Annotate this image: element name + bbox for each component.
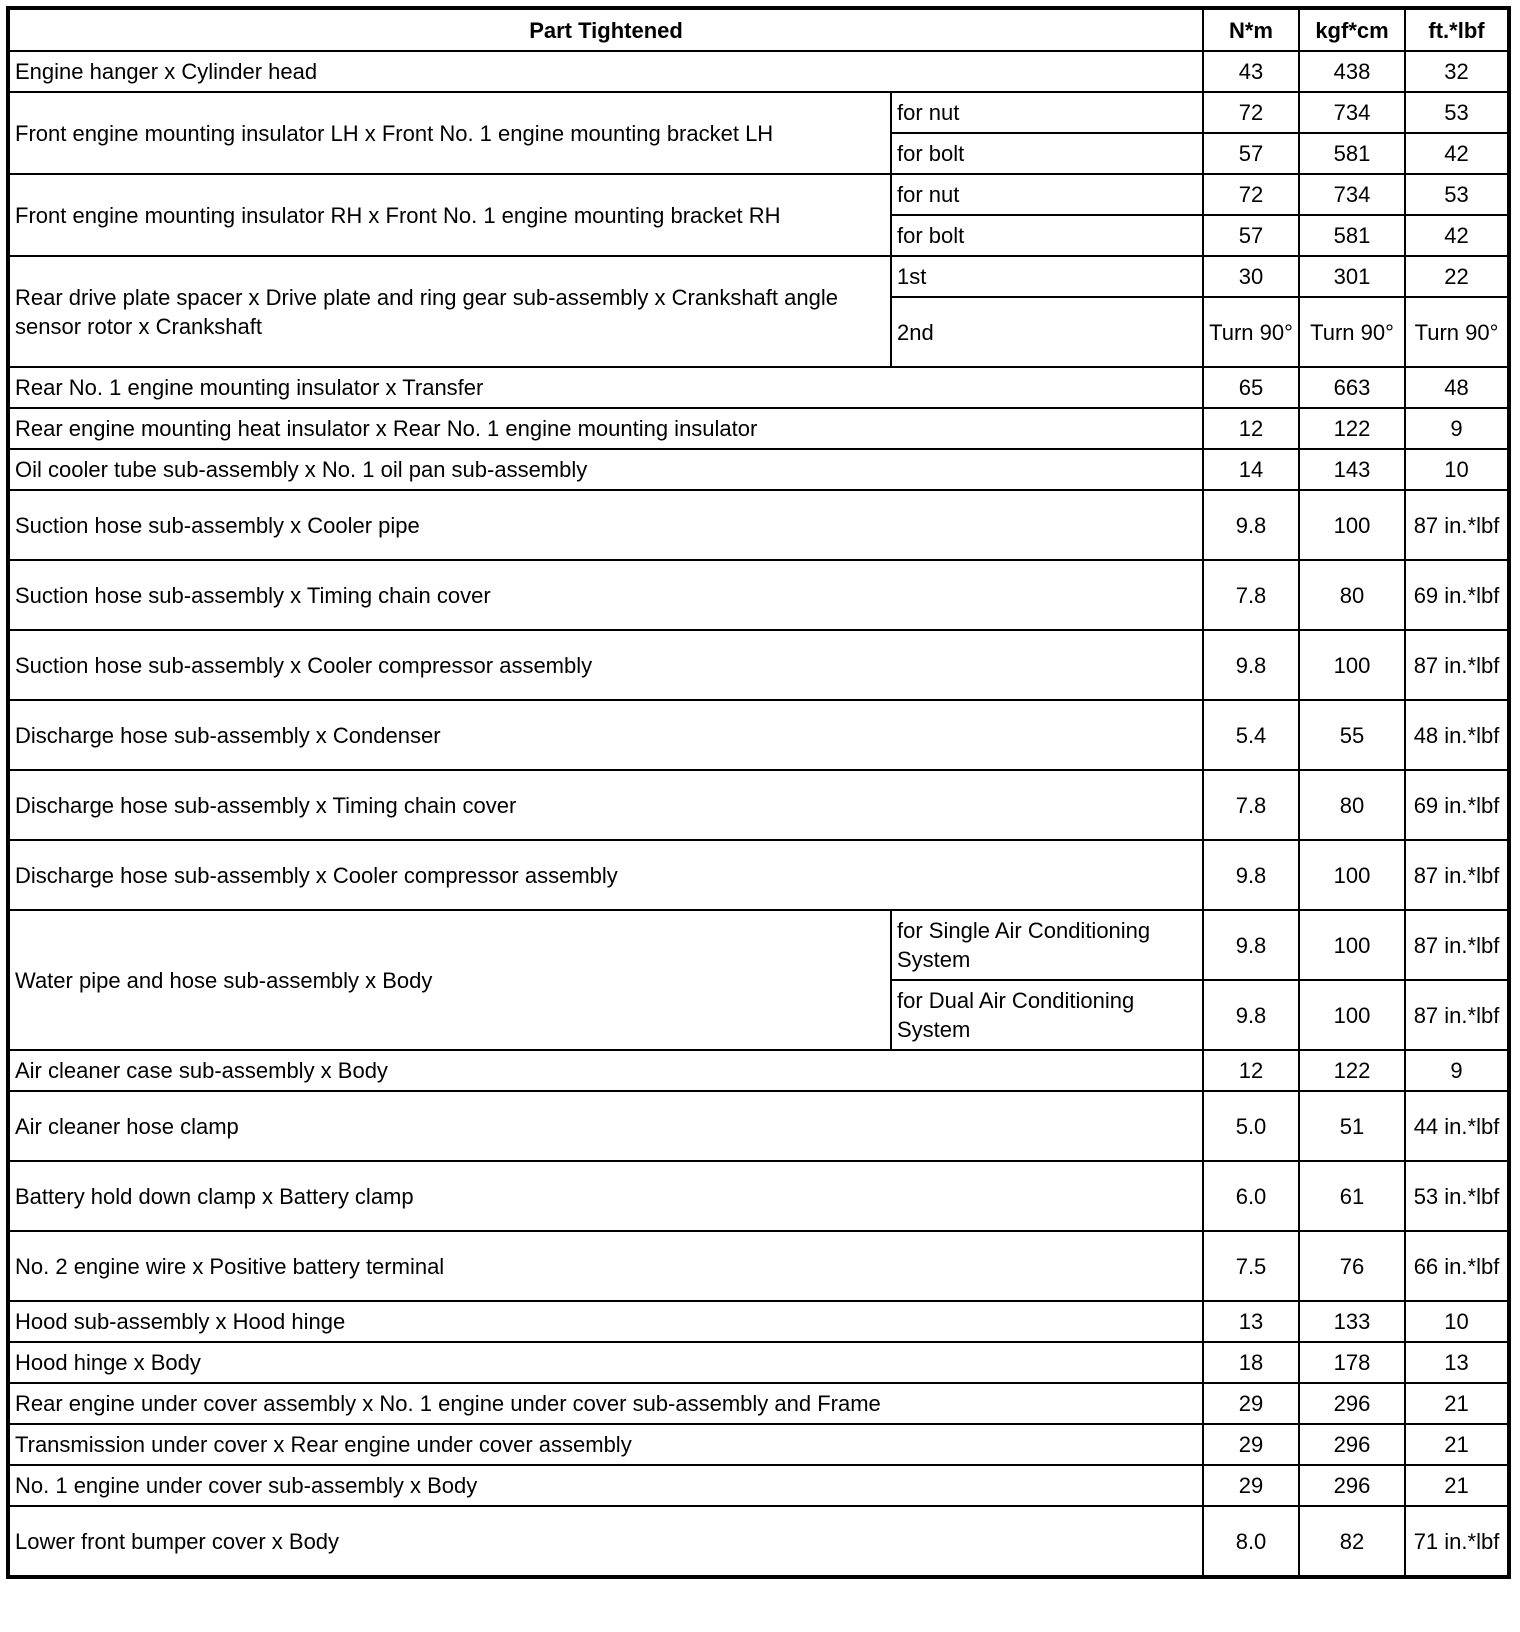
nm-cell: 9.8 [1203,910,1299,980]
header-kgf: kgf*cm [1299,8,1405,51]
ft-cell: 87 in.*lbf [1405,980,1509,1050]
nm-cell: 13 [1203,1301,1299,1342]
nm-cell: 29 [1203,1465,1299,1506]
condition-cell: for nut [891,92,1203,133]
nm-cell: 65 [1203,367,1299,408]
part-cell: Suction hose sub-assembly x Cooler compressor assembly [8,630,1203,700]
condition-cell: for Dual Air Conditioning System [891,980,1203,1050]
kgf-cell: 100 [1299,980,1405,1050]
part-cell: Hood hinge x Body [8,1342,1203,1383]
nm-cell: 43 [1203,51,1299,92]
nm-cell: 9.8 [1203,490,1299,560]
header-part: Part Tightened [8,8,1203,51]
table-row [8,1091,1509,1161]
kgf-cell: 296 [1299,1465,1405,1506]
nm-cell: 12 [1203,1050,1299,1091]
kgf-cell: 100 [1299,490,1405,560]
kgf-cell: 438 [1299,51,1405,92]
nm-cell: 5.0 [1203,1091,1299,1161]
ft-cell: 66 in.*lbf [1405,1231,1509,1301]
kgf-cell: 581 [1299,215,1405,256]
kgf-cell: 55 [1299,700,1405,770]
kgf-cell: 133 [1299,1301,1405,1342]
nm-cell: 9.8 [1203,980,1299,1050]
ft-cell: 21 [1405,1383,1509,1424]
table-row [8,1161,1509,1231]
nm-cell: 9.8 [1203,840,1299,910]
nm-cell: 5.4 [1203,700,1299,770]
kgf-cell: 82 [1299,1506,1405,1577]
part-cell: Rear engine under cover assembly x No. 1 engine under cover sub-assembly and Frame [8,1383,1203,1424]
nm-cell: 30 [1203,256,1299,297]
kgf-cell: 734 [1299,174,1405,215]
kgf-cell: 143 [1299,449,1405,490]
nm-cell: 6.0 [1203,1161,1299,1231]
kgf-cell: 663 [1299,367,1405,408]
kgf-cell: 61 [1299,1161,1405,1231]
part-cell: Discharge hose sub-assembly x Condenser [8,700,1203,770]
kgf-cell: 80 [1299,770,1405,840]
kgf-cell: 100 [1299,910,1405,980]
kgf-cell: 734 [1299,92,1405,133]
nm-cell: 72 [1203,92,1299,133]
ft-cell: 10 [1405,449,1509,490]
part-cell: Rear drive plate spacer x Drive plate and ring gear sub-assembly x Crankshaft angle sensor rotor x Crankshaft [8,256,891,367]
table-row [8,1383,1509,1424]
nm-cell: 72 [1203,174,1299,215]
part-cell: Front engine mounting insulator LH x Front No. 1 engine mounting bracket LH [8,92,891,174]
ft-cell: 42 [1405,215,1509,256]
ft-cell: 22 [1405,256,1509,297]
ft-cell: 48 in.*lbf [1405,700,1509,770]
part-cell: Water pipe and hose sub-assembly x Body [8,910,891,1050]
table-row [8,560,1509,630]
table-row [8,840,1509,910]
part-cell: Discharge hose sub-assembly x Timing chain cover [8,770,1203,840]
table-row [8,256,1509,297]
table-row [8,700,1509,770]
nm-cell: Turn 90° [1203,297,1299,367]
kgf-cell: 178 [1299,1342,1405,1383]
kgf-cell: 581 [1299,133,1405,174]
table-row [8,1506,1509,1577]
table-row [8,1342,1509,1383]
table-row [8,367,1509,408]
kgf-cell: Turn 90° [1299,297,1405,367]
nm-cell: 57 [1203,215,1299,256]
table-row [8,92,1509,133]
table-row [8,490,1509,560]
ft-cell: 87 in.*lbf [1405,910,1509,980]
nm-cell: 9.8 [1203,630,1299,700]
part-cell: Battery hold down clamp x Battery clamp [8,1161,1203,1231]
nm-cell: 57 [1203,133,1299,174]
part-cell: No. 2 engine wire x Positive battery terminal [8,1231,1203,1301]
part-cell: Transmission under cover x Rear engine under cover assembly [8,1424,1203,1465]
table-row [8,174,1509,215]
part-cell: No. 1 engine under cover sub-assembly x Body [8,1465,1203,1506]
ft-cell: 69 in.*lbf [1405,770,1509,840]
table-row [8,1050,1509,1091]
ft-cell: 53 [1405,92,1509,133]
table-row [8,1301,1509,1342]
table-row [8,770,1509,840]
condition-cell: for nut [891,174,1203,215]
nm-cell: 7.5 [1203,1231,1299,1301]
part-cell: Rear No. 1 engine mounting insulator x Transfer [8,367,1203,408]
ft-cell: 21 [1405,1465,1509,1506]
condition-cell: 2nd [891,297,1203,367]
ft-cell: 87 in.*lbf [1405,490,1509,560]
kgf-cell: 122 [1299,1050,1405,1091]
table-row [8,51,1509,92]
nm-cell: 7.8 [1203,770,1299,840]
part-cell: Suction hose sub-assembly x Timing chain cover [8,560,1203,630]
condition-cell: 1st [891,256,1203,297]
ft-cell: 53 [1405,174,1509,215]
ft-cell: 48 [1405,367,1509,408]
nm-cell: 12 [1203,408,1299,449]
nm-cell: 14 [1203,449,1299,490]
ft-cell: 87 in.*lbf [1405,630,1509,700]
ft-cell: 9 [1405,1050,1509,1091]
part-cell: Hood sub-assembly x Hood hinge [8,1301,1203,1342]
ft-cell: 9 [1405,408,1509,449]
ft-cell: 53 in.*lbf [1405,1161,1509,1231]
kgf-cell: 80 [1299,560,1405,630]
ft-cell: 10 [1405,1301,1509,1342]
table-row [8,1465,1509,1506]
ft-cell: 71 in.*lbf [1405,1506,1509,1577]
kgf-cell: 100 [1299,840,1405,910]
ft-cell: 44 in.*lbf [1405,1091,1509,1161]
table-row [8,408,1509,449]
condition-cell: for Single Air Conditioning System [891,910,1203,980]
nm-cell: 8.0 [1203,1506,1299,1577]
part-cell: Front engine mounting insulator RH x Front No. 1 engine mounting bracket RH [8,174,891,256]
ft-cell: 13 [1405,1342,1509,1383]
kgf-cell: 51 [1299,1091,1405,1161]
ft-cell: 87 in.*lbf [1405,840,1509,910]
part-cell: Engine hanger x Cylinder head [8,51,1203,92]
ft-cell: 69 in.*lbf [1405,560,1509,630]
torque-spec-table [6,6,1511,1579]
kgf-cell: 301 [1299,256,1405,297]
kgf-cell: 296 [1299,1424,1405,1465]
table-row [8,449,1509,490]
part-cell: Air cleaner hose clamp [8,1091,1203,1161]
ft-cell: 32 [1405,51,1509,92]
kgf-cell: 100 [1299,630,1405,700]
table-row [8,1424,1509,1465]
table-row [8,630,1509,700]
kgf-cell: 122 [1299,408,1405,449]
part-cell: Oil cooler tube sub-assembly x No. 1 oil pan sub-assembly [8,449,1203,490]
condition-cell: for bolt [891,215,1203,256]
ft-cell: 21 [1405,1424,1509,1465]
table-row [8,1231,1509,1301]
ft-cell: 42 [1405,133,1509,174]
part-cell: Discharge hose sub-assembly x Cooler compressor assembly [8,840,1203,910]
header-nm: N*m [1203,8,1299,51]
nm-cell: 29 [1203,1383,1299,1424]
part-cell: Rear engine mounting heat insulator x Rear No. 1 engine mounting insulator [8,408,1203,449]
nm-cell: 7.8 [1203,560,1299,630]
kgf-cell: 76 [1299,1231,1405,1301]
condition-cell: for bolt [891,133,1203,174]
table-row [8,910,1509,980]
nm-cell: 18 [1203,1342,1299,1383]
kgf-cell: 296 [1299,1383,1405,1424]
nm-cell: 29 [1203,1424,1299,1465]
header-ft: ft.*lbf [1405,8,1509,51]
part-cell: Suction hose sub-assembly x Cooler pipe [8,490,1203,560]
part-cell: Lower front bumper cover x Body [8,1506,1203,1577]
ft-cell: Turn 90° [1405,297,1509,367]
part-cell: Air cleaner case sub-assembly x Body [8,1050,1203,1091]
